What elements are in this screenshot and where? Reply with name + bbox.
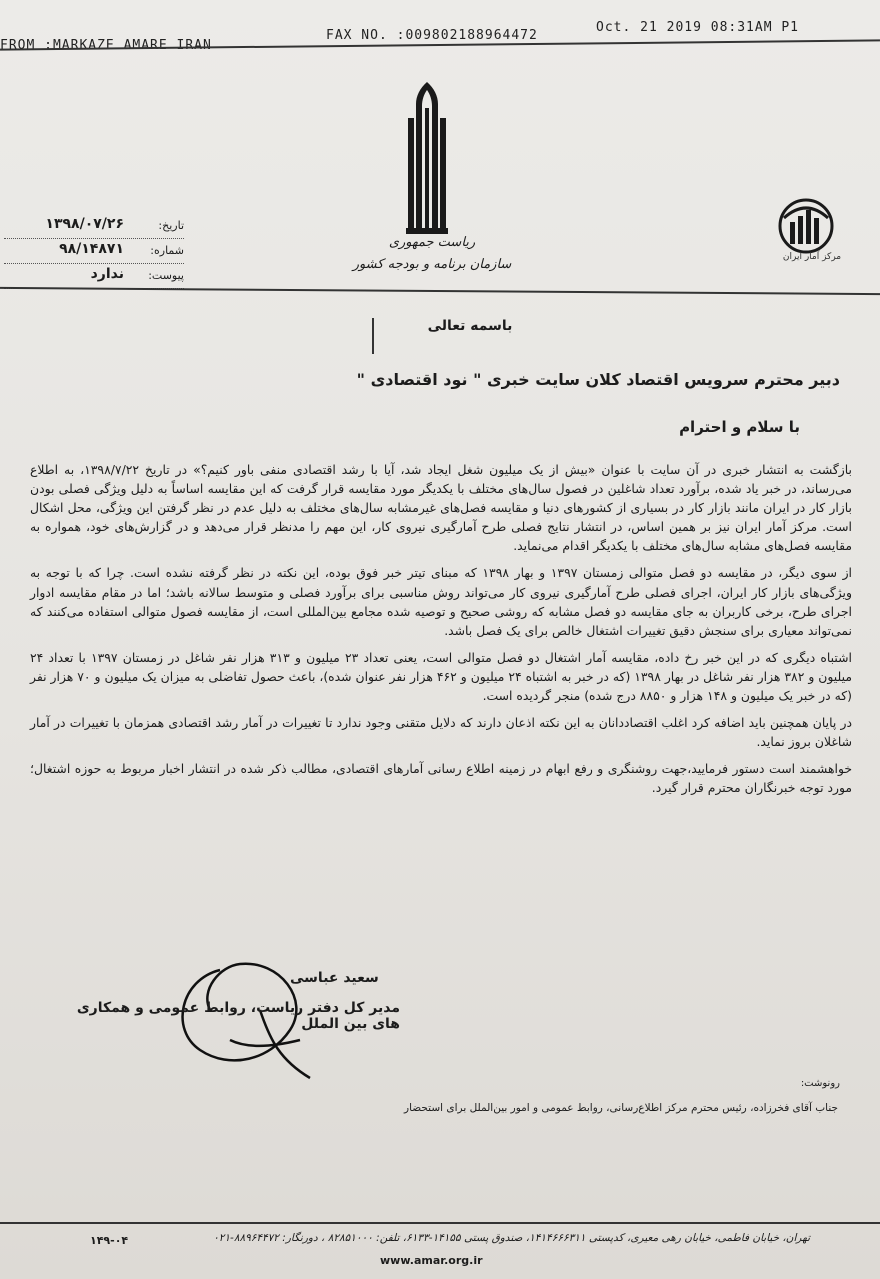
footer-divider (0, 1222, 880, 1224)
statistical-center-caption: مرکز آمار ایران (782, 252, 842, 262)
number-value: ۹۸/۱۴۸۷۱ (59, 241, 124, 257)
date-row (4, 216, 184, 239)
attachment-value: ندارد (90, 266, 124, 282)
signatory-title: مدیر کل دفتر ریاست، روابط عمومی و همکاری های بین الملل (76, 1000, 400, 1032)
footer-website-link[interactable]: www.amar.org.ir (380, 1254, 483, 1267)
presidency-label: ریاست جمهوری (388, 235, 476, 250)
invocation-bracket (372, 318, 380, 354)
fax-datetime: Oct. 21 2019 08:31AM P1 (596, 20, 800, 35)
letter-body (30, 460, 852, 806)
presidency-emblem-icon (402, 78, 452, 238)
paragraph: اشتباه دیگری که در این خبر رخ داده، مقایسه آمار اشتغال دو فصل متوالی است، یعنی تعداد ۲۳ میلیون و ۳۱۳ هزار نفر شاغل در زمستان ۱۳۹۷ با تعداد ۲۴ میلیون و ۳۸۲ هزار نفر شاغل در بهار ۱۳۹۸ (که در خبر به اشتباه ۲۴ میلیون و ۴۶۲ هزار نفر عنوان شده)، باعث حصول تفاضلی به میزان یک میلیون و ۷۰ هزار نفر (که در خبر یک میلیون و ۱۴۸ هزار و ۸۸۵۰ درج شده) منجر گردیده است. (30, 649, 852, 704)
letterhead-caption (352, 232, 512, 276)
letterhead-divider (0, 287, 880, 295)
paragraph: بازگشت به انتشار خبری در آن سایت با عنوان «بیش از یک میلیون شغل ایجاد شد، آیا با رشد اقتصادی منفی باور کنیم؟» در تاریخ ۱۳۹۸/۷/۲۲، به اطلاع می‌رساند، در خبر یاد شده، برآورد تعداد شاغلین در فصول سال‌های مختلف با یکدیگر مورد مقایسه قرار گرفت که این مقایسه اساساً به دلیل ویژگی فصلی بودن بازار کار در ایران مانند بازار کار در بسیاری از کشورهای دنیا و مقایسه فصل‌های غیرمشابه سال‌های مختلف به دلیل عدم در نظر گرفتن این ویژگی، محل اشکال است. مرکز آمار ایران نیز بر همین اساس، در انتشار نتایج فصلی طرح آمارگیری نیروی کار، این مهم را مدنظر قرار می‌دهد و در گزارش‌های خود، همواره به مقایسه فصل‌های مشابه سال‌های مختلف با یکدیگر اقدام می‌نماید. (30, 462, 852, 554)
fax-header (0, 14, 880, 58)
cc-recipient: جناب آقای فخرزاده، رئیس محترم مرکز اطلاع‌رسانی، روابط عمومی و امور بین‌الملل برای استحضار (404, 1102, 838, 1114)
signature-block (60, 960, 420, 1090)
invocation: باسمه تعالی (427, 318, 513, 334)
paragraph: از سوی دیگر، در مقایسه دو فصل متوالی زمستان ۱۳۹۷ و بهار ۱۳۹۸ که مبنای تیتر خبر فوق بوده، این نکته در نظر گرفته نشده است. چرا که با توجه به ویژگی‌های بازار کار ایران، اجرای فصلی طرح آمارگیری نیروی کار می‌تواند روش مناسبی برای برآورد فصلی و متوسط سالانه باشد؛ اما در مقام مقایسه ادوار اجرای طرح، برخی کاربران به جای مقایسه دو فصل مشابه که روشی صحیح و توصیه شده مجامع بین‌المللی است، از مقایسه فصول متوالی استفاده می‌کنند که نمی‌تواند معیاری برای سنجش دقیق تغییرات اشتغال خالص برای یک فصل باشد. (30, 565, 852, 638)
signatory-name: سعید عباسی (290, 970, 379, 986)
letter-metadata (4, 216, 184, 291)
fax-from: FROM :MARKAZE AMARE IRAN (0, 38, 212, 53)
organization-label: سازمان برنامه و بودجه کشور (352, 257, 512, 272)
cc-label: رونوشت: (800, 1078, 840, 1089)
date-value: ۱۳۹۸/۰۷/۲۶ (45, 216, 124, 232)
footer-code: ۱۴۹-۰۴ (90, 1234, 129, 1247)
attachment-label: پیوست: (148, 269, 184, 282)
fax-number: FAX NO. :00980218896447​2 (326, 28, 538, 43)
attachment-row (4, 266, 184, 289)
greeting: با سلام و احترام (679, 418, 800, 436)
paragraph: خواهشمند است دستور فرمایید،جهت روشنگری و رفع ابهام در زمینه اطلاع رسانی آمارهای اقتصادی، مطالب ذکر شده در انتشار اخبار مربوط به حوزه اشتغال؛ مورد توجه خبرنگاران محترم قرار گیرد. (30, 761, 852, 796)
addressee: دبیر محترم سرویس اقتصاد کلان سایت خبری " نود اقتصادی " (356, 370, 840, 389)
statistical-center-logo-icon (776, 196, 836, 256)
footer-address: تهران، خیابان فاطمی، خیابان رهی معیری، کدپستی ۱۴۱۴۶۶۶۳۱۱، صندوق پستی ۱۴۱۵۵-۶۱۳۳، تلفن: ۸۲۸۵۱۰۰۰ ، دورنگار: ۸۸۹۶۴۴۷۲-۰۲۱ (213, 1232, 810, 1244)
number-row (4, 241, 184, 264)
paragraph: در پایان همچنین باید اضافه کرد اغلب اقتصاددانان به این نکته اذعان دارند که دلایل متقنی وجود ندارد تا تغییرات در آمار رشد اقتصادی همزمان با تغییرات در آمار شاغلان بروز نماید. (30, 715, 852, 750)
number-label: شماره: (150, 244, 184, 257)
date-label: تاریخ: (158, 219, 184, 232)
